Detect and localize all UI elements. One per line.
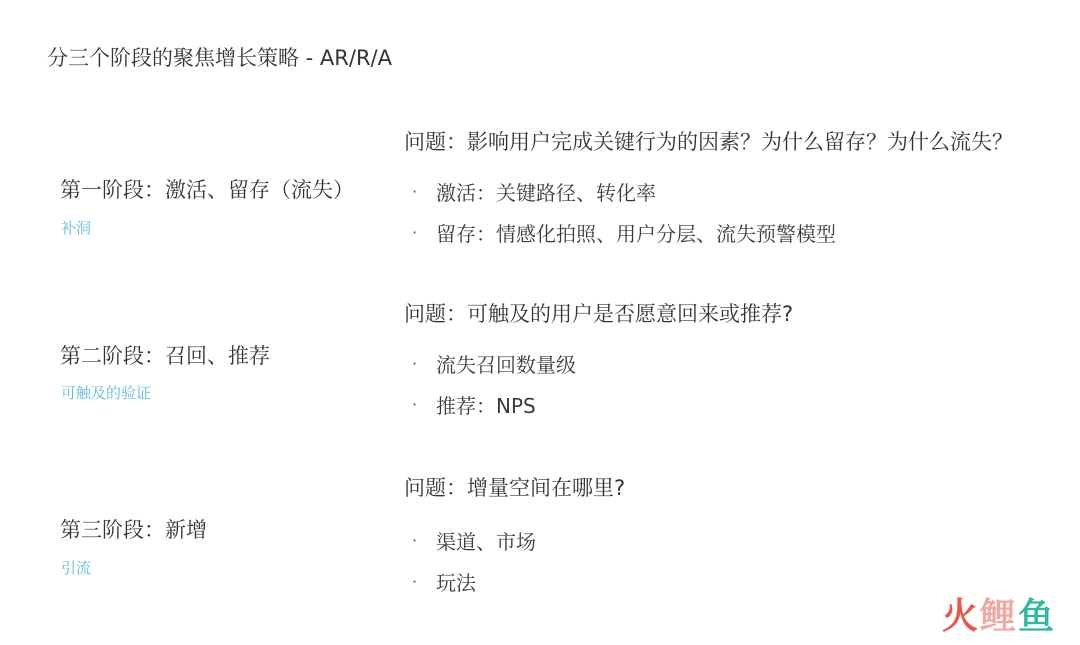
- stage-3-name: 第三阶段：新增: [60, 518, 207, 542]
- stage-1-subtitle: 补洞: [61, 219, 92, 237]
- logo-char-2: 鲤: [979, 596, 1018, 637]
- bullet-dot-icon: ·: [412, 531, 418, 550]
- logo-char-3: 鱼: [1017, 596, 1056, 637]
- bullet-dot-icon: ·: [412, 395, 418, 414]
- bullet-text: 玩法: [436, 571, 476, 595]
- list-item: [412, 343, 576, 384]
- bullet-dot-icon: ·: [412, 223, 418, 242]
- stage-3-question: 问题：增量空间在哪里?: [404, 476, 626, 500]
- list-item: [412, 520, 536, 561]
- stage-1-question: 问题：影响用户完成关键行为的因素？为什么留存？为什么流失？: [404, 130, 1013, 154]
- bullet-text: 留存：情感化拍照、用户分层、流失预警模型: [436, 222, 836, 246]
- brand-logo: [942, 588, 1056, 639]
- bullet-dot-icon: ·: [412, 354, 418, 373]
- stage-2-name: 第二阶段：召回、推荐: [60, 344, 270, 368]
- list-item: [412, 561, 536, 602]
- stage-1-name: 第一阶段：激活、留存（流失）: [60, 178, 354, 202]
- list-item: [412, 212, 836, 253]
- stage-2-question: 问题：可触及的用户是否愿意回来或推荐?: [404, 302, 794, 326]
- logo-char-1: 火: [941, 596, 980, 637]
- bullet-text: 渠道、市场: [436, 530, 536, 554]
- bullet-text: 激活：关键路径、转化率: [436, 181, 656, 205]
- list-item: [412, 384, 576, 425]
- stage-1-bullets: [412, 171, 836, 253]
- stage-2-bullets: [412, 343, 576, 425]
- bullet-dot-icon: ·: [412, 182, 418, 201]
- bullet-text: 流失召回数量级: [436, 353, 576, 377]
- stage-3-subtitle: 引流: [61, 559, 92, 577]
- bullet-dot-icon: ·: [412, 572, 418, 591]
- stage-3-bullets: [412, 520, 536, 602]
- list-item: [412, 171, 836, 212]
- stage-2-subtitle: 可触及的验证: [61, 384, 152, 402]
- bullet-text: 推荐：NPS: [436, 394, 536, 418]
- page-title: 分三个阶段的聚焦增长策略 - AR/R/A: [47, 46, 392, 70]
